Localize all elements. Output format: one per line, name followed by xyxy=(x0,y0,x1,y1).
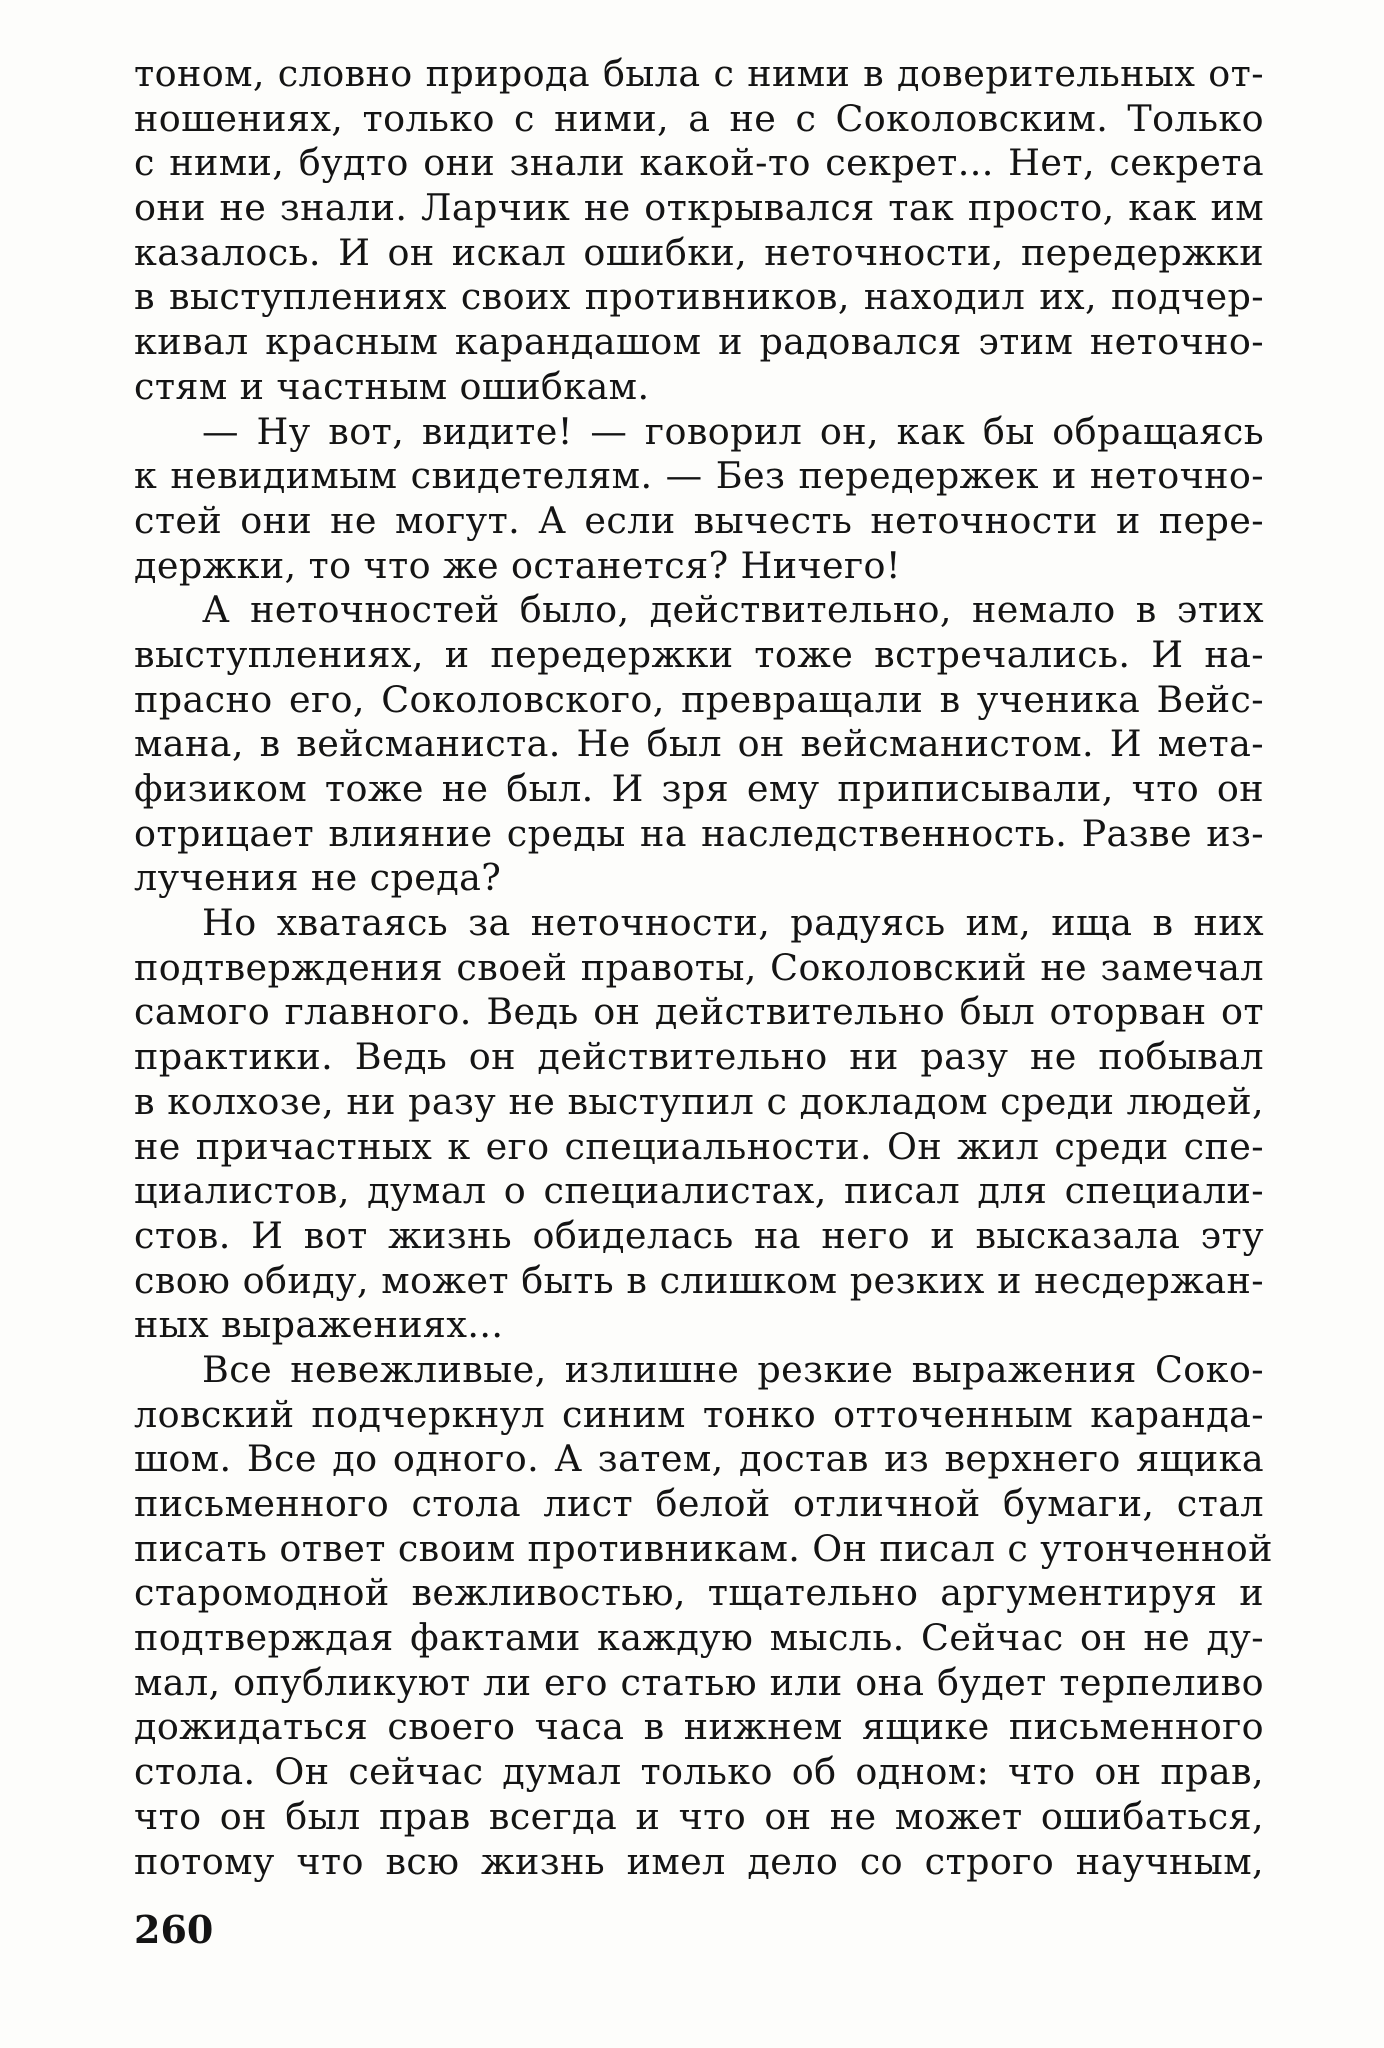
text-line: потому что всю жизнь имел дело со строго научным, xyxy=(134,1839,1264,1883)
text-line: самого главного. Ведь он действительно был оторван от xyxy=(134,990,1264,1034)
text-line: стола. Он сейчас думал только об одном: что он прав, xyxy=(134,1750,1264,1794)
text-line: мана, в вейсманиста. Не был он вейсманистом. И мета- xyxy=(134,722,1264,766)
text-line: письменного стола лист белой отличной бумаги, стал xyxy=(134,1482,1264,1525)
text-line: стям и частным ошибкам. xyxy=(134,364,650,408)
text-line: казалось. И он искал ошибки, неточности, передержки xyxy=(134,230,1264,274)
text-line: практики. Ведь он действительно ни разу не побывал xyxy=(134,1035,1264,1079)
text-line: стов. И вот жизнь обиделась на него и высказала эту xyxy=(134,1213,1264,1257)
text-line: ношениях, только с ними, а не с Соколовским. Только xyxy=(134,96,1264,140)
text-line: циалистов, думал о специалистах, писал для специали- xyxy=(134,1169,1264,1213)
text-line: не причастных к его специальности. Он жил среди спе- xyxy=(134,1124,1264,1168)
text-line: свою обиду, может быть в слишком резких и несдержан- xyxy=(134,1258,1264,1302)
text-line: шом. Все до одного. А затем, достав из верхнего ящика xyxy=(134,1437,1264,1481)
text-line: старомодной вежливостью, тщательно аргументируя и xyxy=(134,1571,1264,1615)
text-line: Все невежливые, излишне резкие выражения Соко- xyxy=(202,1347,1264,1391)
text-line: мал, опубликуют ли его статью или она будет терпеливо xyxy=(134,1660,1264,1704)
text-line: в колхозе, ни разу не выступил с докладом среди людей, xyxy=(134,1079,1264,1123)
text-line: подтверждения своей правоты, Соколовский не замечал xyxy=(134,945,1264,989)
text-line: физиком тоже не был. И зря ему приписывали, что он xyxy=(134,767,1264,810)
text-line: Но хватаясь за неточности, радуясь им, ища в них xyxy=(202,901,1264,945)
text-line: тоном, словно природа была с ними в доверительных от- xyxy=(134,52,1264,95)
text-line: с ними, будто они знали какой-то секрет... Нет, секрета xyxy=(134,141,1264,185)
text-line: они не знали. Ларчик не открывался так просто, как им xyxy=(134,186,1264,230)
text-line: — Ну вот, видите! — говорил он, как бы обращаясь xyxy=(202,409,1264,453)
text-line: ных выражениях... xyxy=(134,1303,504,1347)
text-line: стей они не могут. А если вычесть неточности и пере- xyxy=(134,498,1264,542)
text-line: писать ответ своим противникам. Он писал с утонченной xyxy=(134,1526,1273,1570)
body-text xyxy=(134,52,1273,1884)
text-line: А неточностей было, действительно, немало в этих xyxy=(202,588,1264,632)
text-line: подтверждая фактами каждую мысль. Сейчас он не ду- xyxy=(134,1616,1264,1660)
text-line: прасно его, Соколовского, превращали в ученика Вейс- xyxy=(134,677,1264,721)
text-line: в выступлениях своих противников, находил их, подчер- xyxy=(134,275,1264,319)
text-line: отрицает влияние среды на наследственность. Разве из- xyxy=(134,811,1264,855)
text-line: к невидимым свидетелям. — Без передержек и неточно- xyxy=(134,454,1264,498)
text-line: ловский подчеркнул синим тонко отточенным каранда- xyxy=(134,1392,1264,1436)
text-line: дожидаться своего часа в нижнем ящике письменного xyxy=(134,1705,1264,1749)
text-line: выступлениях, и передержки тоже встречались. И на- xyxy=(134,632,1264,676)
text-line: держки, то что же останется? Ничего! xyxy=(134,543,901,587)
text-line: кивал красным карандашом и радовался этим неточно- xyxy=(134,320,1264,364)
text-line: что он был прав всегда и что он не может ошибаться, xyxy=(134,1794,1264,1838)
text-line: лучения не среда? xyxy=(134,856,502,900)
page-number: 260 xyxy=(134,1907,214,1952)
